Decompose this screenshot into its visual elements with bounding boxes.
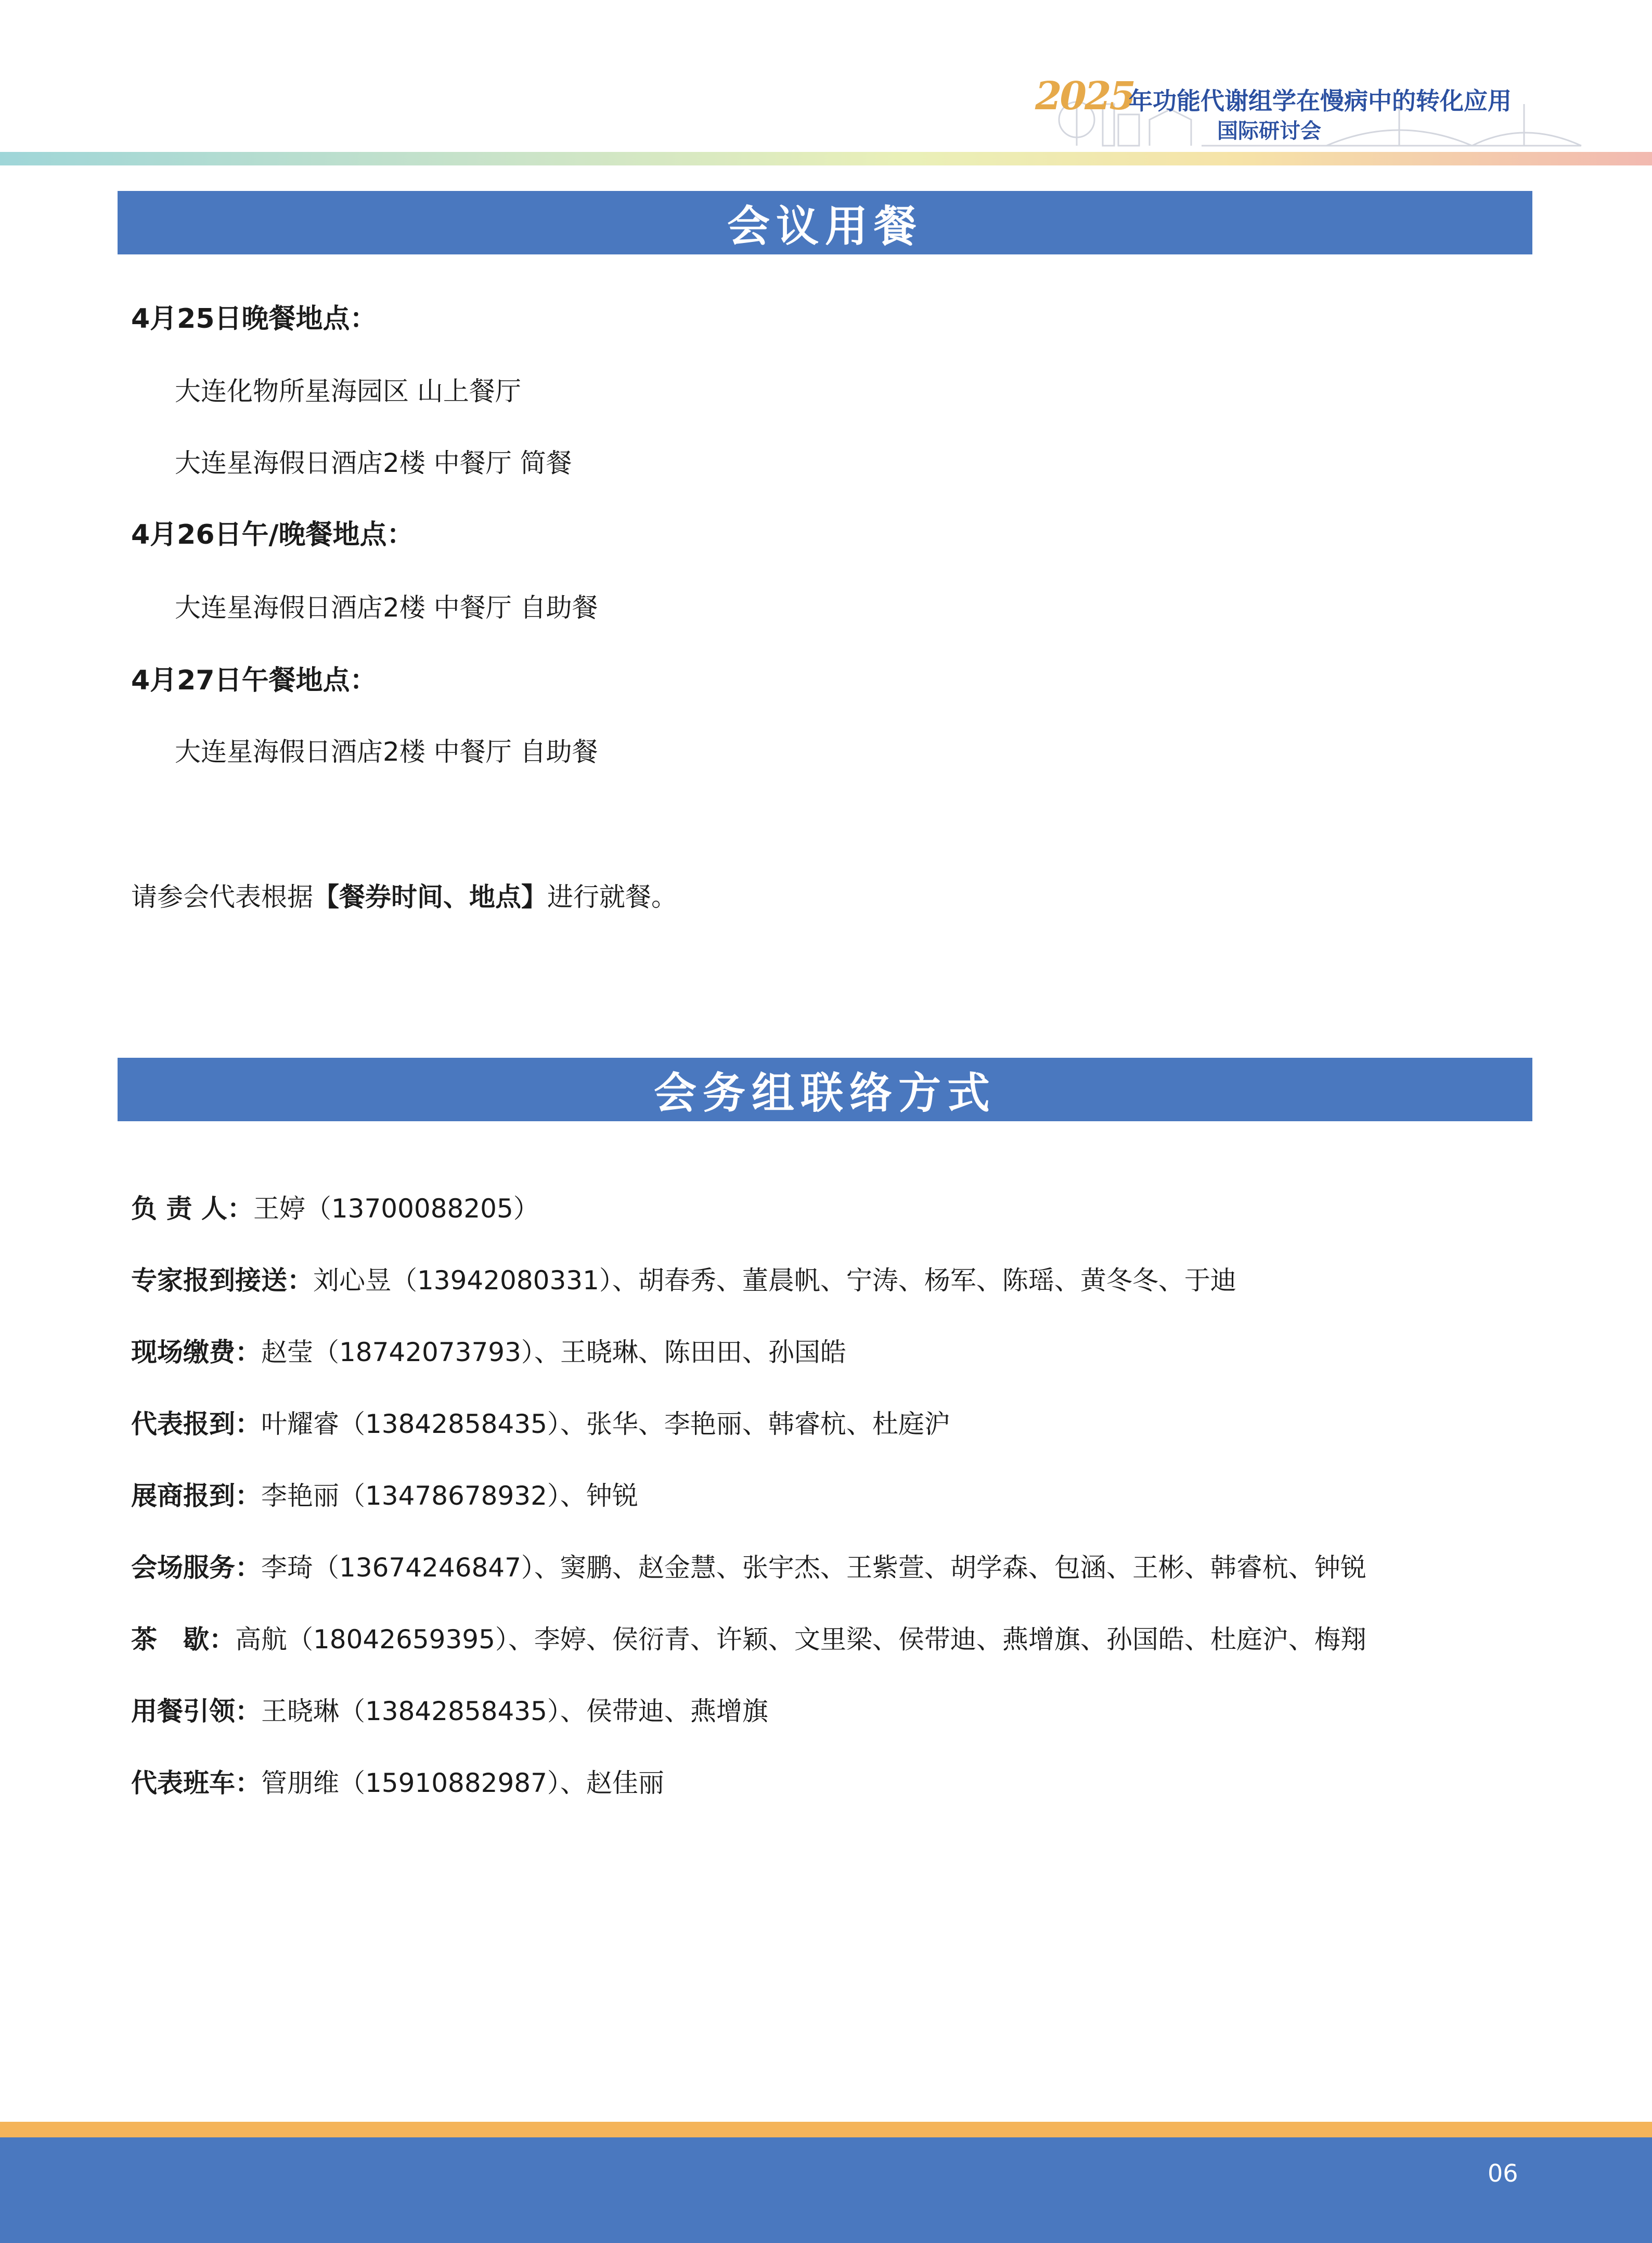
contact-role: 用餐引领：: [131, 1696, 261, 1726]
day2-heading: 4月26日午/晚餐地点：: [131, 519, 414, 550]
contact-role: 展商报到：: [131, 1481, 261, 1511]
day1-location-2: 大连星海假日酒店2楼 中餐厅 简餐: [175, 448, 572, 478]
day1-location-1: 大连化物所星海园区 山上餐厅: [175, 376, 521, 406]
contact-people: 李艳丽（13478678932）、钟锐: [261, 1481, 638, 1511]
contact-people: 李琦（13674246847）、窦鹏、赵金慧、张宇杰、王紫萱、胡学森、包涵、王彬、韩睿杭、钟锐: [261, 1553, 1366, 1583]
contact-role: 代表报到：: [131, 1409, 261, 1439]
contact-people: 王婷（13700088205）: [253, 1194, 539, 1224]
day3-heading: 4月27日午餐地点：: [131, 665, 377, 696]
header-gradient-stripe: [0, 152, 1652, 165]
conference-logo: [1035, 68, 1597, 151]
meal-note-suffix: 进行就餐。: [547, 882, 677, 912]
contact-role: 专家报到接送：: [131, 1265, 313, 1296]
contact-people: 王晓琳（13842858435）、侯带迪、燕增旗: [261, 1696, 768, 1726]
page-number: 06: [1488, 2159, 1518, 2187]
contact-role: 代表班车：: [131, 1768, 261, 1798]
contact-row: [131, 1403, 950, 1441]
contact-row: [131, 1260, 1236, 1297]
contacts-section-title: 会务组联络方式: [118, 1058, 1532, 1121]
contact-row: [131, 1547, 1366, 1584]
contact-people: 刘心昱（13942080331）、胡春秀、董晨帆、宁涛、杨军、陈瑶、黄冬冬、于迪: [313, 1265, 1236, 1296]
contact-people: 叶耀睿（13842858435）、张华、李艳丽、韩睿杭、杜庭沪: [261, 1409, 950, 1439]
day1-heading: 4月25日晚餐地点：: [131, 303, 377, 335]
contact-row: [131, 1188, 539, 1225]
contact-row: [131, 1762, 664, 1800]
contact-role: 会场服务：: [131, 1553, 261, 1583]
logo-title-line1: 年功能代谢组学在慢病中的转化应用: [1129, 87, 1512, 115]
meal-note: [131, 876, 677, 914]
contact-role: 茶 歇：: [131, 1624, 235, 1655]
contact-row: [131, 1619, 1366, 1656]
contact-role: 现场缴费：: [131, 1337, 261, 1367]
contact-people: 赵莹（18742073793）、王晓琳、陈田田、孙国皓: [261, 1337, 846, 1367]
footer-accent-stripe: [0, 2122, 1652, 2137]
logo-year: 2025: [1035, 74, 1134, 119]
contact-people: 高航（18042659395）、李婷、侯衍青、许颖、文里梁、侯带迪、燕增旗、孙国皓、杜庭沪、梅翔: [235, 1624, 1366, 1655]
contact-role: 负 责 人：: [131, 1194, 253, 1224]
day3-location-1: 大连星海假日酒店2楼 中餐厅 自助餐: [175, 737, 598, 767]
logo-title-line2: 国际研讨会: [1217, 119, 1321, 143]
contact-row: [131, 1331, 846, 1369]
contact-people: 管朋维（15910882987）、赵佳丽: [261, 1768, 664, 1798]
contact-row: [131, 1690, 768, 1728]
footer-bar: [0, 2137, 1652, 2243]
meals-section-title: 会议用餐: [118, 191, 1532, 254]
contact-row: [131, 1475, 638, 1513]
meal-note-emphasis: 【餐券时间、地点】: [313, 882, 547, 912]
meal-note-prefix: 请参会代表根据: [131, 882, 313, 912]
day2-location-1: 大连星海假日酒店2楼 中餐厅 自助餐: [175, 593, 598, 623]
